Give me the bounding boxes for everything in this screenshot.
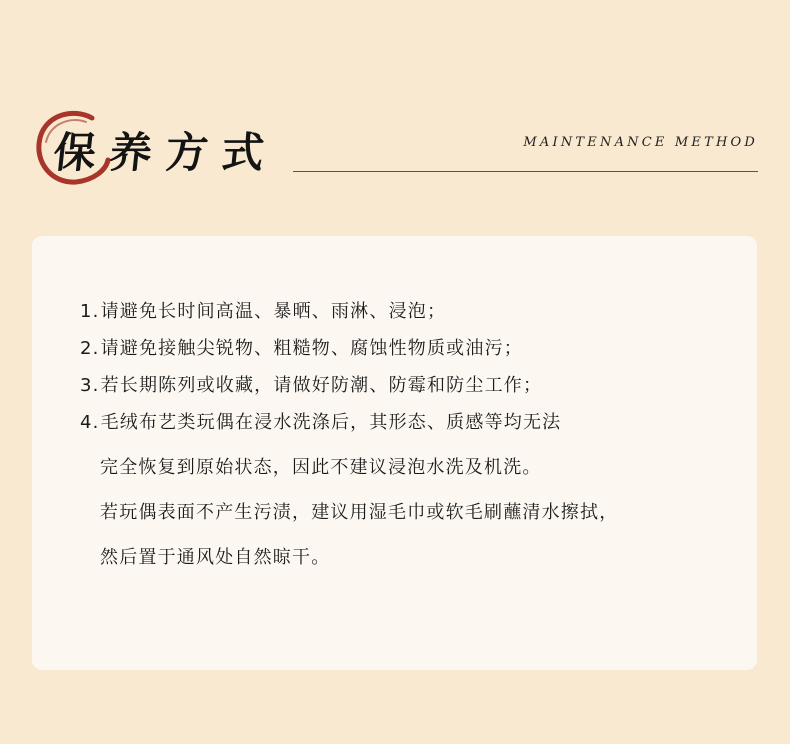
list-item-4 (80, 411, 750, 569)
list-item-text: 请避免接触尖锐物、粗糙物、腐蚀性物质或油污； (100, 338, 523, 359)
list-item-text: 若长期陈列或收藏，请做好防潮、防霉和防尘工作； (100, 375, 543, 396)
list-item-2 (80, 337, 750, 360)
title-divider (293, 171, 758, 172)
list-item-text: 请避免长时间高温、暴晒、雨淋、浸泡； (100, 301, 447, 322)
list-item-continuation: 完全恢复到原始状态，因此不建议浸泡水洗及机洗。 (100, 457, 542, 478)
list-item-1 (80, 300, 750, 323)
list-item-number: 1. (80, 301, 100, 322)
maintenance-list (80, 300, 750, 569)
list-item-number: 3. (80, 375, 100, 396)
list-item-number: 4. (80, 412, 100, 433)
list-item-text: 毛绒布艺类玩偶在浸水洗涤后，其形态、质感等均无法 (100, 412, 562, 433)
list-item-continuation: 然后置于通风处自然晾干。 (100, 547, 331, 568)
section-header (0, 0, 790, 200)
list-item-number: 2. (80, 338, 100, 359)
list-item-continuation: 若玩偶表面不产生污渍，建议用湿毛巾或软毛刷蘸清水擦拭， (100, 502, 619, 523)
section-subtitle: MAINTENANCE METHOD (523, 135, 758, 150)
list-item-3 (80, 374, 750, 397)
section-title: 保养方式 (51, 128, 281, 177)
